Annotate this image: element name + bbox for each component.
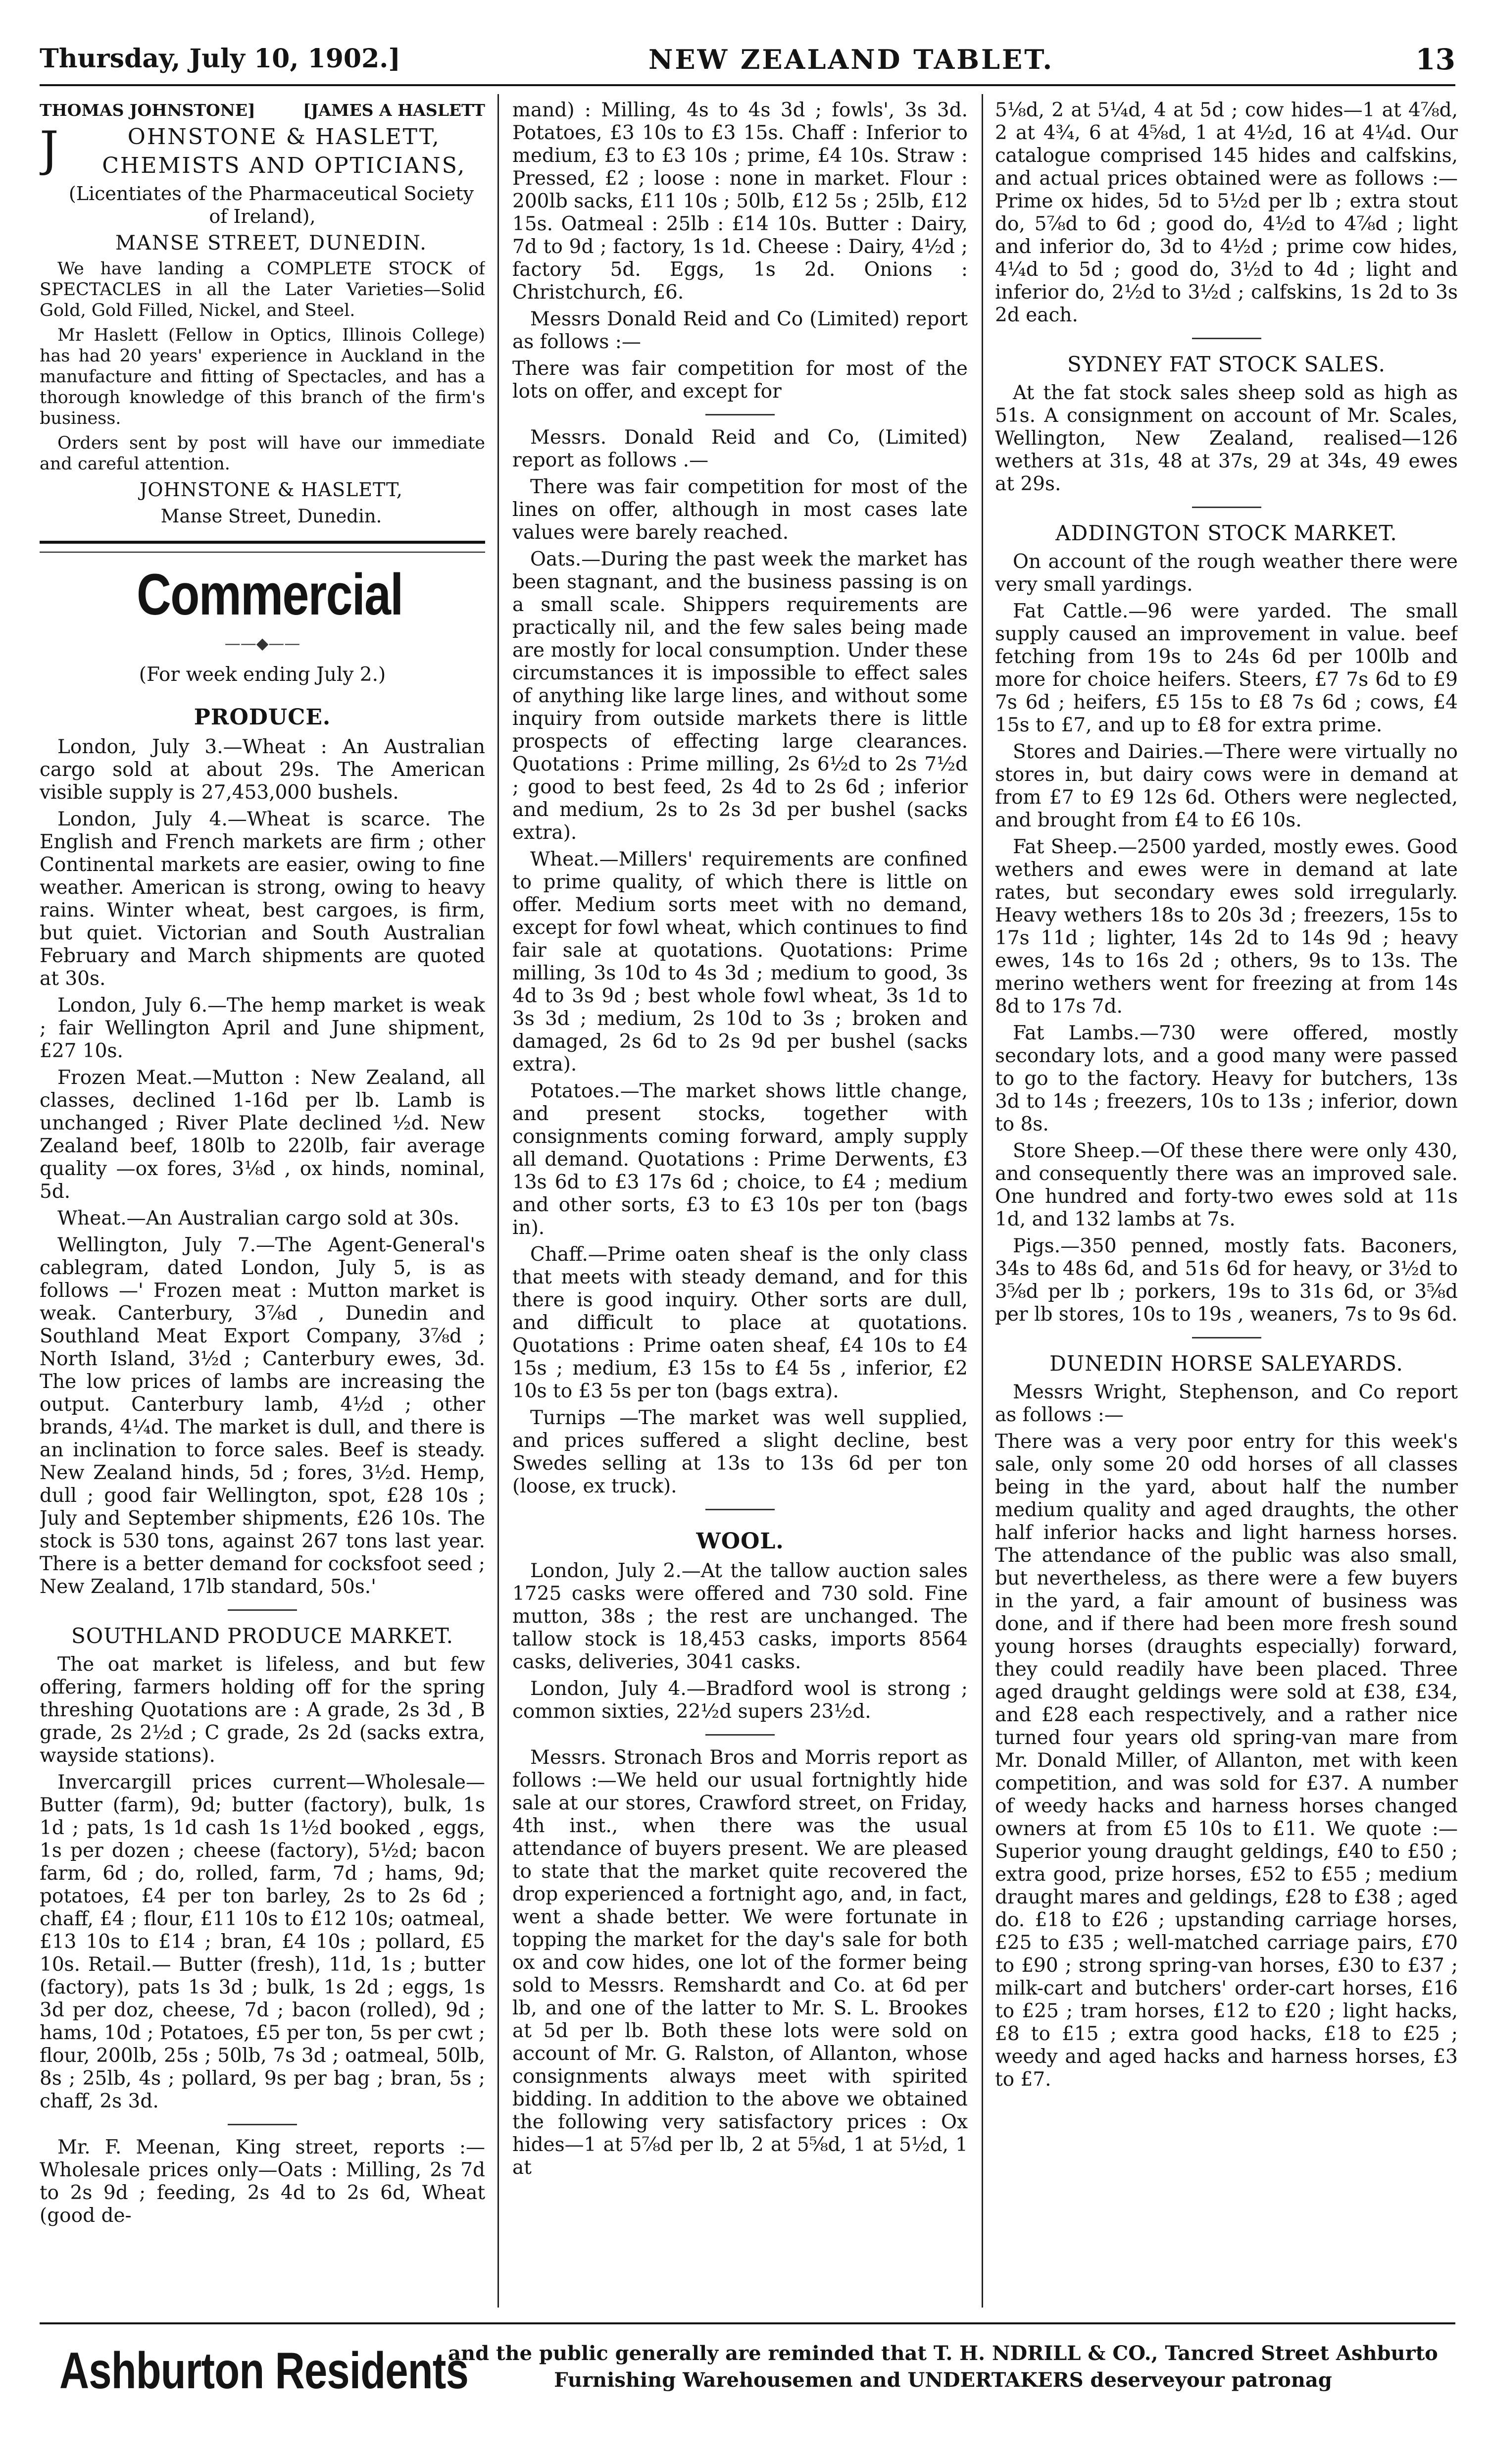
wool-heading: WOOL. bbox=[696, 1529, 784, 1554]
column-1 bbox=[40, 99, 485, 2308]
footer-line-1: and the public generally are reminded that T. H. NDRILL & CO., Tancred Street Ashburto bbox=[448, 2342, 1438, 2365]
issue-date: Thursday, July 10, 1902.] bbox=[40, 44, 400, 74]
wool-paragraph: London, July 2.—At the tallow auction sales 1725 casks were offered and 730 sold. Fine mutton, 38s ; the rest are unchanged. The tallow stock is 18,453 casks, imports 8564 casks, deliveries, 3041 casks. bbox=[512, 1560, 968, 1673]
market-paragraph: Chaff.—Prime oaten sheaf is the only class that meets with steady demand, and for this there is good inquiry. Other sorts are dull, and difficult to place at quotations. Quotations : Prime oaten sheaf, £4 10s to £4 15s ; medium, £3 15s to £4 5s , inferior, £2 10s to £3 5s per ton (bags extra). bbox=[512, 1243, 968, 1402]
addington-paragraph: Fat Lambs.—730 were offered, mostly secondary lots, and a good many were passed to go to the factory. Heavy for butchers, 13s 3d to 14s ; freezers, 10s to 13s ; inferior, down to 8s. bbox=[995, 1022, 1458, 1135]
market-paragraph: Wheat.—Millers' requirements are confined to prime quality, of which there is little on offer. Medium sorts meet with no demand, except for fowl wheat, which continues to find fair sale at quotations. Quotations: Prime milling, 3s 10d to 4s 3d ; medium to good, 3s 4d to 3s 9d ; best whole fowl wheat, 3s 1d to 3s 3d ; medium, 2s 10d to 3s ; broken and damaged, 2s 6d to 2s 9d per bushel (sacks extra). bbox=[512, 848, 968, 1076]
short-rule bbox=[1192, 1337, 1261, 1338]
dunedin-paragraph: There was a very poor entry for this week's sale, only some 20 odd horses of all classes being in the yard, about half the number medium quality and aged draughts, the other half inferior hacks and light harness horses. The attendance of the public was also small, but nevertheless, as there were a few buyers in the yard, a fair amount of business was done, and if there had been more fresh sound young horses (draughts especially) forward, they could readily have been placed. Three aged draught geldings were sold at £38, £34, and £28 each respectively, and a rather nice turned four years old spring-van mare from Mr. Donald Miller, of Allanton, met with keen competition, and was sold for £37. A number of weedy hacks and harness horses changed owners at from £5 10s to £11. We quote :—Superior young draught geldings, £40 to £50 ; extra good, prize horses, £52 to £55 ; medium draught mares and geldings, £28 to £38 ; aged do. £18 to £26 ; upstanding carriage horses, £25 to £35 ; well-matched carriage pairs, £70 to £90 ; strong spring-van horses, £30 to £37 ; milk-cart and butchers' order-cart horses, £16 to £25 ; tram horses, £12 to £20 ; light hacks, £8 to £15 ; extra good hacks, £18 to £25 ; weedy and aged hacks and harness horses, £3 to £7. bbox=[995, 1431, 1458, 2091]
produce-paragraph: London, July 4.—Wheat is scarce. The English and French markets are firm ; other Continental markets are easier, owing to fine weather. American is strong, owing to heavy rains. Winter wheat, best cargoes, is firm, but quiet. Victorian and South Australian February and March shipments are quoted at 30s. bbox=[40, 808, 485, 990]
continued-paragraph: mand) : Milling, 4s to 4s 3d ; fowls', 3s 3d. Potatoes, £3 10s to £3 15s. Chaff : Inferior to medium, £3 to £3 10s ; prime, £4 10s. Straw : Pressed, £2 ; loose : none in market. Flour : 200lb sacks, £11 10s ; 50lb, £12 5s ; 25lb, £12 15s. Oatmeal : 25lb : £14 10s. Butter : Dairy, 7d to 9d ; factory, 1s 1d. Cheese : Dairy, 4½d ; factory 5d. Eggs, 1s 2d. Onions : Christchurch, £6. bbox=[512, 99, 968, 304]
produce-heading: PRODUCE. bbox=[194, 705, 331, 730]
addington-paragraph: Stores and Dairies.—There were virtually no stores in, but dairy cows were in demand at from £7 to £9 12s 6d. Others were neglected, and brought from £4 to £6 10s. bbox=[995, 741, 1458, 831]
reid2-intro: Messrs. Donald Reid and Co, (Limited) report as follows .— bbox=[512, 426, 968, 471]
column-divider-1 bbox=[497, 94, 499, 2308]
column-2 bbox=[512, 99, 968, 2308]
advert-street: MANSE STREET, DUNEDIN. bbox=[115, 232, 427, 255]
southland-paragraph: The oat market is lifeless, and but few offering, farmers holding off for the spring threshing Quotations are : A grade, 2s 3d , B grade, 2s 2½d ; C grade, 2s 2d (sacks extra, wayside stations). bbox=[40, 1653, 485, 1767]
short-rule bbox=[228, 2124, 297, 2125]
short-rule bbox=[228, 1609, 297, 1611]
advert-signature: JOHNSTONE & HASLETT, bbox=[140, 479, 403, 501]
advert-body-3: Orders sent by post will have our immediate and careful attention. bbox=[40, 433, 485, 474]
advert-title-line2: CHEMISTS AND OPTICIANS, bbox=[102, 153, 466, 178]
short-rule bbox=[705, 414, 775, 415]
page-number: 13 bbox=[1415, 43, 1455, 76]
produce-paragraph: Wheat.—An Australian cargo sold at 30s. bbox=[57, 1207, 460, 1230]
stronach-paragraph: Messrs. Stronach Bros and Morris report as follows :—We held our usual fortnightly hide sale at our stores, Crawford street, on Friday, 4th inst., when there was the usual attendance of buyers present. We are pleased to state that the market quite recovered the drop experienced a fortnight ago, and, in fact, went a shade better. We were fortunate in topping the market for the day's sale for both ox and cow hides, one lot of the former being sold to Messrs. Remshardt and Co. at 6d per lb, and one of the latter to Mr. S. L. Brookes at 5d per lb. Both these lots were sold on account of Mr. G. Ralston, of Allanton, whose consignments always meet with spirited bidding. In addition to the above we obtained the following very satisfactory prices : Ox hides—1 at 5⅞d per lb, 2 at 5⅝d, 1 at 5½d, 1 at bbox=[512, 1746, 968, 2179]
wool-paragraph: London, July 4.—Bradford wool is strong ; common sixties, 22½d supers 23½d. bbox=[512, 1678, 968, 1723]
addington-paragraph: Fat Sheep.—2500 yarded, mostly ewes. Good wethers and ewes were in demand at late rates, but secondary ewes sold irregularly. Heavy wethers 18s to 20s 3d ; freezers, 15s to 17s 11d ; lighter, 14s 2d to 14s 9d ; heavy ewes, 14s to 16s 2d ; others, 9s to 13s. The merino wethers went for freezing at from 14s 8d to 17s 7d. bbox=[995, 836, 1458, 1018]
addington-paragraph: Pigs.—350 penned, mostly fats. Baconers, 34s to 48s 6d, and 51s 6d for heavy, or 3½d to 3⅝d per lb ; porkers, 19s to 31s 6d, or 3⅝d per lb stores, 10s to 19s , weaners, 7s to 9s 6d. bbox=[995, 1235, 1458, 1326]
advert-address: Manse Street, Dunedin. bbox=[160, 506, 382, 527]
advert-body-2: Mr Haslett (Fellow in Optics, Illinois College) has had 20 years' experience in Auckland in the manufacture and fitting of Spectacles, and has a thorough knowledge of this branch of the firm's business. bbox=[40, 325, 485, 428]
addington-paragraph: Fat Cattle.—96 were yarded. The small supply caused an improvement in value. beef fetching from 19s to 24s 6d per 100lb and more for choice heifers. Steers, £7 7s 6d to £9 7s 6d ; heifers, £5 15s to £8 7s 6d ; cows, £4 15s to £7, and up to £8 for extra prime. bbox=[995, 600, 1458, 736]
column-3 bbox=[995, 99, 1458, 2308]
sydney-heading: SYDNEY FAT STOCK SALES. bbox=[1067, 352, 1386, 376]
ornament-divider: ——◆—— bbox=[224, 634, 300, 653]
market-paragraph: Potatoes.—The market shows little change, and present stocks, together with consignments coming forward, amply supply all demand. Quotations : Prime Derwents, £3 13s 6d to £3 17s 6d ; choice, to £4 ; medium and other sorts, £3 to £3 10s per ton (bags in). bbox=[512, 1080, 968, 1239]
short-rule bbox=[705, 1509, 775, 1510]
market-paragraph: There was fair competition for most of the lines on offer, although in most cases late values were barely reached. bbox=[512, 476, 968, 544]
footer-text bbox=[436, 2340, 1450, 2394]
advert-name-right: [JAMES A HASLETT bbox=[303, 101, 485, 120]
section-rule-thick bbox=[40, 541, 485, 544]
southland-paragraph: Invercargill prices current—Wholesale—Butter (farm), 9d; butter (factory), bulk, 1s 1d ; pats, 1s 1d cash 1s 1½d booked , eggs, 1s per dozen ; cheese (factory), 5½d; bacon farm, 6d ; do, rolled, farm, 7d ; hams, 9d; potatoes, £4 per ton barley, 2s to 2s 6d ; chaff, £4 ; flour, £11 10s to £12 10s; oatmeal, £13 10s to £14 ; bran, £4 10s ; pollard, £5 10s. Retail.— Butter (fresh), 11d, 1s ; butter (factory), pats 1s 3d ; bulk, 1s 2d ; eggs, 1s 3d per doz, cheese, 7d ; bacon (rolled), 9d ; hams, 10d ; Potatoes, £5 per ton, 5s per cwt ; flour, 200lb, 25s ; 50lb, 7s 3d ; oatmeal, 50lb, 8s ; 25lb, 4s ; pollard, 9s per bag ; bran, 5s ; chaff, 2s 3d. bbox=[40, 1771, 485, 2112]
reid-text: There was fair competition for most of the lots on offer, and except for bbox=[512, 358, 968, 403]
produce-paragraph: Wellington, July 7.—The Agent-General's cablegram, dated London, July 5, is as follows —' Frozen meat : Mutton market is weak. Canterbury, 3⅞d , Dunedin and Southland Meat Export Company, 3⅞d ; North Island, 3½d ; Canterbury ewes, 3d. The low prices of lambs are increasing the output. Canterbury lamb, 4½d ; other brands, 4¼d. The market is dull, and there is an inclination to force sales. Beef is steady. New Zealand hinds, 5d ; fores, 3½d. Hemp, dull ; good fair Wellington, spot, £28 10s ; July and September shipments, £26 10s. The stock is 530 tons, against 267 tons last year. There is a better demand for cocksfoot seed ; New Zealand, 17lb standard, 50s.' bbox=[40, 1234, 485, 1598]
publication-title: NEW ZEALAND TABLET. bbox=[648, 44, 1054, 75]
addington-paragraph: Store Sheep.—Of these there were only 430, and consequently there was an improved sale. One hundred and forty-two ewes sold at 11s 1d, and 132 lambs at 7s. bbox=[995, 1140, 1458, 1231]
section-rule-thin bbox=[40, 552, 485, 553]
footer-advert bbox=[40, 2336, 1455, 2415]
southland-heading: SOUTHLAND PRODUCE MARKET. bbox=[71, 1624, 453, 1648]
column-divider-2 bbox=[982, 94, 983, 2308]
produce-paragraph: London, July 6.—The hemp market is weak ; fair Wellington April and June shipment, £27 10s. bbox=[40, 994, 485, 1062]
advert-name-left: THOMAS JOHNSTONE] bbox=[40, 101, 255, 120]
dunedin-heading: DUNEDIN HORSE SALEYARDS. bbox=[1049, 1351, 1403, 1376]
advert-body-1: We have landing a COMPLETE STOCK of SPECTACLES in all the Later Varieties—Solid Gold, Gold Filled, Nickel, and Steel. bbox=[40, 259, 485, 320]
meenan-paragraph: Mr. F. Meenan, King street, reports :—Wholesale prices only—Oats : Milling, 2s 7d to 2s 9d ; feeding, 2s 4d to 2s 6d, Wheat (good de- bbox=[40, 2136, 485, 2227]
advert-title-line1: OHNSTONE & HASLETT, bbox=[127, 124, 441, 150]
continued-paragraph: 5⅛d, 2 at 5¼d, 4 at 5d ; cow hides—1 at 4⅞d, 2 at 4¾, 6 at 4⅝d, 1 at 4½d, 16 at 4¼d. Our catalogue comprised 145 hides and calfskins, and actual prices obtained were as follows :—Prime ox hides, 5d to 5½d per lb ; extra stout do, 5⅞d to 6d ; good do, 4½d to 4⅞d ; light and inferior do, 3d to 4½d ; prime cow hides, 4¼d to 5d ; good do, 3½d to 4d ; light and inferior do, 2½d to 3½d ; calfskins, 1s 2d to 3s 2d each. bbox=[995, 99, 1458, 326]
produce-paragraph: Frozen Meat.—Mutton : New Zealand, all classes, declined 1-16d per lb. Lamb is unchanged ; River Plate declined ½d. New Zealand beef, 180lb to 220lb, fair average quality —ox fores, 3⅛d , ox hinds, nominal, 5d. bbox=[40, 1067, 485, 1203]
produce-paragraph: London, July 3.—Wheat : An Australian cargo sold at about 29s. The American visible supply is 27,453,000 bushels. bbox=[40, 736, 485, 804]
advert-licence: (Licentiates of the Pharmaceutical Society of Ireland), bbox=[68, 183, 474, 227]
commercial-heading: Commercial bbox=[136, 562, 403, 627]
advert-title bbox=[40, 121, 485, 178]
footer-line-2: Furnishing Warehousemen and UNDERTAKERS deserveyour patronag bbox=[554, 2368, 1332, 2392]
short-rule bbox=[705, 1734, 775, 1736]
addington-paragraph: On account of the rough weather there were very small yardings. bbox=[995, 551, 1458, 596]
dunedin-intro: Messrs Wright, Stephenson, and Co report as follows :— bbox=[995, 1381, 1458, 1426]
market-paragraph: Oats.—During the past week the market has been stagnant, and the business passing is on a small scale. Shippers requirements are practically nil, and the few sales being made are mostly for local consumption. Under these circumstances it is impossible to effect sales of anything like large lines, and without some inquiry from outside markets there is little prospects of effecting large clearances. Quotations : Prime milling, 2s 6½d to 2s 7½d ; good to best feed, 2s 4d to 2s 6d ; inferior and medium, 2s to 2s 3d per bushel (sacks extra). bbox=[512, 548, 968, 844]
addington-heading: ADDINGTON STOCK MARKET. bbox=[1055, 521, 1397, 545]
reid-intro: Messrs Donald Reid and Co (Limited) report as follows :— bbox=[512, 308, 968, 353]
sydney-paragraph: At the fat stock sales sheep sold as high as 51s. A consignment on account of Mr. Scales, Wellington, New Zealand, realised—126 wethers at 31s, 48 at 37s, 29 at 34s, 49 ewes at 29s. bbox=[995, 382, 1458, 495]
market-paragraph: Turnips —The market was well supplied, and prices suffered a slight decline, best Swedes selling at 13s to 13s 6d per ton (loose, ex truck). bbox=[512, 1407, 968, 1497]
advert-names bbox=[40, 99, 485, 122]
header-rule bbox=[40, 84, 1455, 86]
page-header bbox=[40, 24, 1455, 83]
short-rule bbox=[1192, 338, 1261, 339]
footer-rule bbox=[40, 2322, 1455, 2324]
footer-headline: Ashburton Residents bbox=[59, 2342, 469, 2400]
advert-drop-cap: J bbox=[40, 121, 60, 177]
short-rule bbox=[1192, 507, 1261, 508]
week-ending: (For week ending July 2.) bbox=[139, 664, 386, 686]
